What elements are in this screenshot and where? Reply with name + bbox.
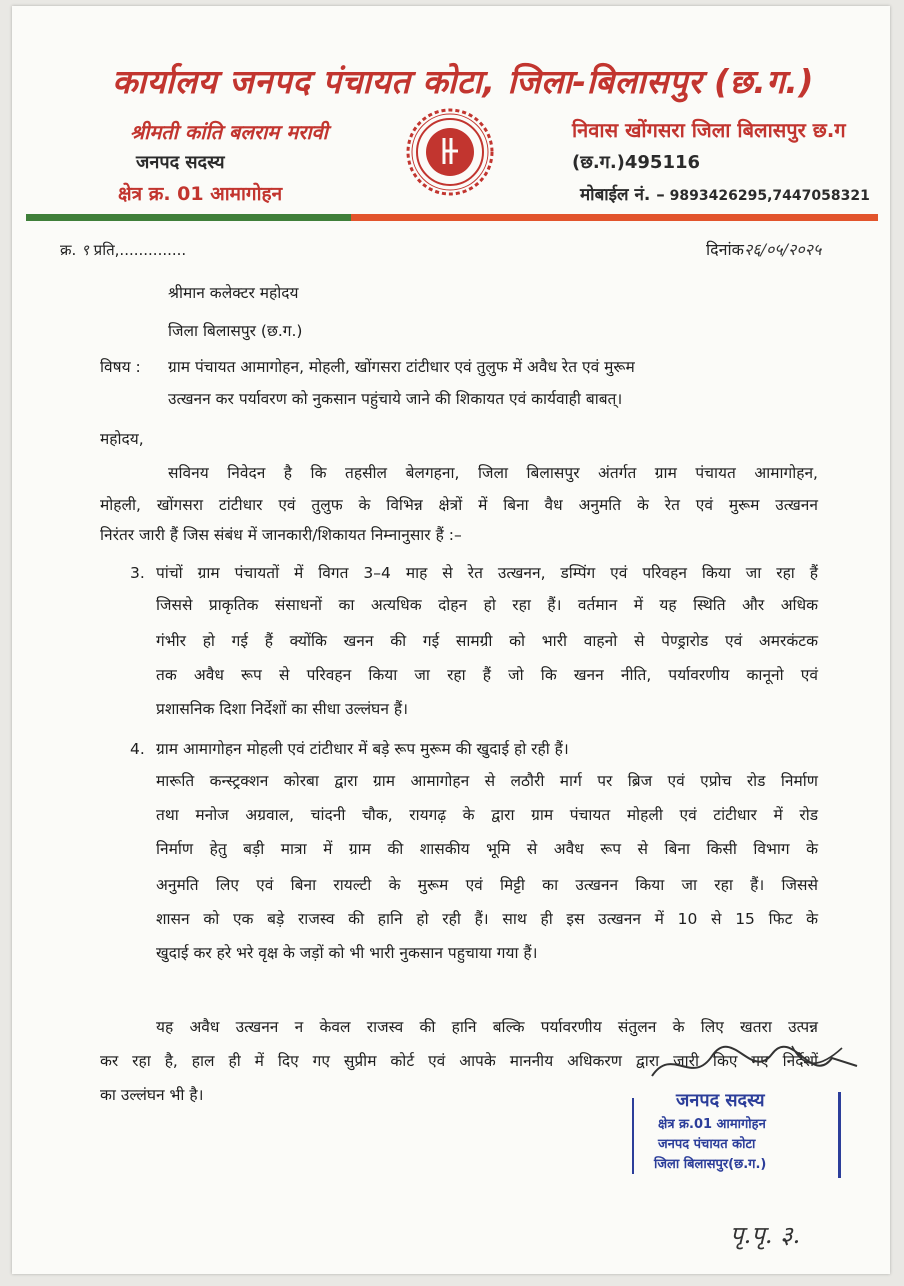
official-stamp	[632, 1088, 844, 1178]
point4-line-5: अनुमति लिए एवं बिना रायल्टी के मुरूम एवं मिट्टी का उत्खनन किया जा रहा हैं। जिससे	[156, 876, 818, 894]
subject-label: विषय :	[100, 358, 141, 376]
stamp-line4: जिला बिलासपुर(छ.ग.)	[654, 1157, 767, 1172]
intro-line-3: निरंतर जारी हैं जिस संबंध में जानकारी/शिकायत निम्नानुसार हैं :–	[100, 526, 462, 544]
point4-line-7: खुदाई कर हरे भरे वृक्ष के जड़ों को भी भारी नुकसान पहुचाया गया हैं।	[156, 944, 538, 962]
signature-scribble-icon	[642, 1036, 872, 1096]
band-green	[26, 214, 351, 221]
prati-dots: ..............	[119, 241, 187, 259]
point3-line-3: गंभीर हो गई हैं क्योंकि खनन की गई सामग्री को भारी वाहनो से पेण्ड्रारोड एवं अमरकंटक	[156, 632, 818, 650]
handwritten-signature	[642, 1036, 872, 1096]
addressee-line2: जिला बिलासपुर (छ.ग.)	[168, 322, 303, 340]
point4-line-6: शासन को एक बड़े राजस्व की हानि हो रही हैं। साथ ही इस उत्खनन में 10 से 15 फिट के	[156, 910, 818, 928]
point3-line-2: जिससे प्राकृतिक संसाधनों का अत्यधिक दोहन हो रहा हैं। वर्तमान में यह स्थिति और अधिक	[156, 596, 818, 614]
header-divider-band	[26, 214, 878, 221]
point3-number: 3.	[130, 564, 145, 582]
stamp-line3: जनपद पंचायत कोटा	[658, 1137, 756, 1152]
point4-number: 4.	[130, 740, 145, 758]
date-value: २६/०५/२०२५	[743, 240, 822, 259]
date-label: दिनांक	[706, 240, 744, 259]
point4-line-3: तथा मनोज अग्रवाल, चांदनी चौक, रायगढ़ के द्वारा ग्राम पंचायत मोहली एवं टांटीधार में रोड	[156, 806, 818, 824]
closing-line-3: का उल्लंघन भी है।	[100, 1086, 204, 1104]
address-line1: निवास खोंगसरा जिला बिलासपुर छ.ग	[572, 118, 846, 142]
point3-line-1: पांचों ग्राम पंचायतों में विगत 3–4 माह से रेत उत्खनन, डम्पिंग एवं परिवहन किया जा रहा हैं	[156, 564, 818, 582]
band-orange	[351, 214, 878, 221]
letter-page	[12, 6, 890, 1274]
stamp-line1: जनपद सदस्य	[676, 1090, 765, 1111]
stamp-right-border	[838, 1092, 841, 1178]
closing-line-2: कर रहा है, हाल ही में दिए गए सुप्रीम कोर्ट एवं आपके माननीय अधिकरण द्वारा जारी किए गए निर्देशों	[100, 1052, 818, 1070]
prati-label: प्रति,	[93, 241, 120, 259]
stamp-left-border	[632, 1098, 634, 1174]
intro-line-1: सविनय निवेदन है कि तहसील बेलगहना, जिला बिलासपुर अंतर्गत ग्राम पंचायत आमागोहन,	[168, 464, 818, 482]
ref-label: क्र.	[60, 241, 77, 259]
member-area: क्षेत्र क्र. 01 आमागोहन	[118, 183, 283, 205]
stamp-line2: क्षेत्र क्र.01 आमागोहन	[658, 1117, 766, 1132]
point4-line-4: निर्माण हेतु बड़ी मात्रा में ग्राम की शासकीय भूमि से अवैध रूप से बिना किसी विभाग के	[156, 840, 818, 858]
mobile-label: मोबाईल नं. –	[580, 185, 665, 205]
closing-line-1: यह अवैध उत्खनन न केवल राजस्व की हानि बल्कि पर्यावरणीय संतुलन के लिए खतरा उत्पन्न	[156, 1018, 818, 1036]
mobile-numbers: 9893426295,7447058321	[669, 188, 870, 204]
salutation: महोदय,	[100, 430, 144, 448]
panchayat-emblem-icon	[404, 106, 496, 198]
point4-line-2: मारूति कन्स्ट्रक्शन कोरबा द्वारा ग्राम आमागोहन से लठौरी मार्ग पर ब्रिज एवं एप्रोच रोड निर्माण	[156, 772, 818, 790]
intro-line-2: मोहली, खोंगसरा टांटीधार एवं तुलुफ के विभिन्न क्षेत्रों में बिना वैध अनुमति के रेत एवं मुरूम उत्खनन	[100, 496, 818, 514]
ref-number: ९	[81, 241, 89, 259]
date-line	[706, 238, 821, 260]
subject-line1: ग्राम पंचायत आमागोहन, मोहली, खोंगसरा टांटीधार एवं तुलुफ में अवैध रेत एवं मुरूम	[168, 358, 635, 376]
point4-line-1: ग्राम आमागोहन मोहली एवं टांटीधार में बड़े रूप मुरूम की खुदाई हो रही हैं।	[156, 740, 569, 758]
member-role: जनपद सदस्य	[136, 152, 225, 173]
point3-line-4: तक अवैध रूप से परिवहन किया जा रहा हैं जो कि खनन नीति, पर्यावरणीय कानूनो एवं	[156, 666, 818, 684]
office-title: कार्यालय जनपद पंचायत कोटा, जिला-बिलासपुर (छ.ग.)	[112, 62, 814, 101]
subject-line2: उत्खनन कर पर्यावरण को नुकसान पहुंचाये जाने की शिकायत एवं कार्यवाही बाबत्।	[168, 390, 623, 408]
mobile-line	[580, 182, 870, 205]
member-name: श्रीमती कांति बलराम मरावी	[130, 120, 328, 144]
page-note: पृ.पृ. ३.	[730, 1221, 801, 1249]
point3-line-5: प्रशासनिक दिशा निर्देशों का सीधा उल्लंघन हैं।	[156, 700, 408, 718]
addressee-line1: श्रीमान कलेक्टर महोदय	[168, 284, 299, 302]
reference-line	[60, 240, 186, 260]
address-line2: (छ.ग.)495116	[572, 152, 701, 173]
